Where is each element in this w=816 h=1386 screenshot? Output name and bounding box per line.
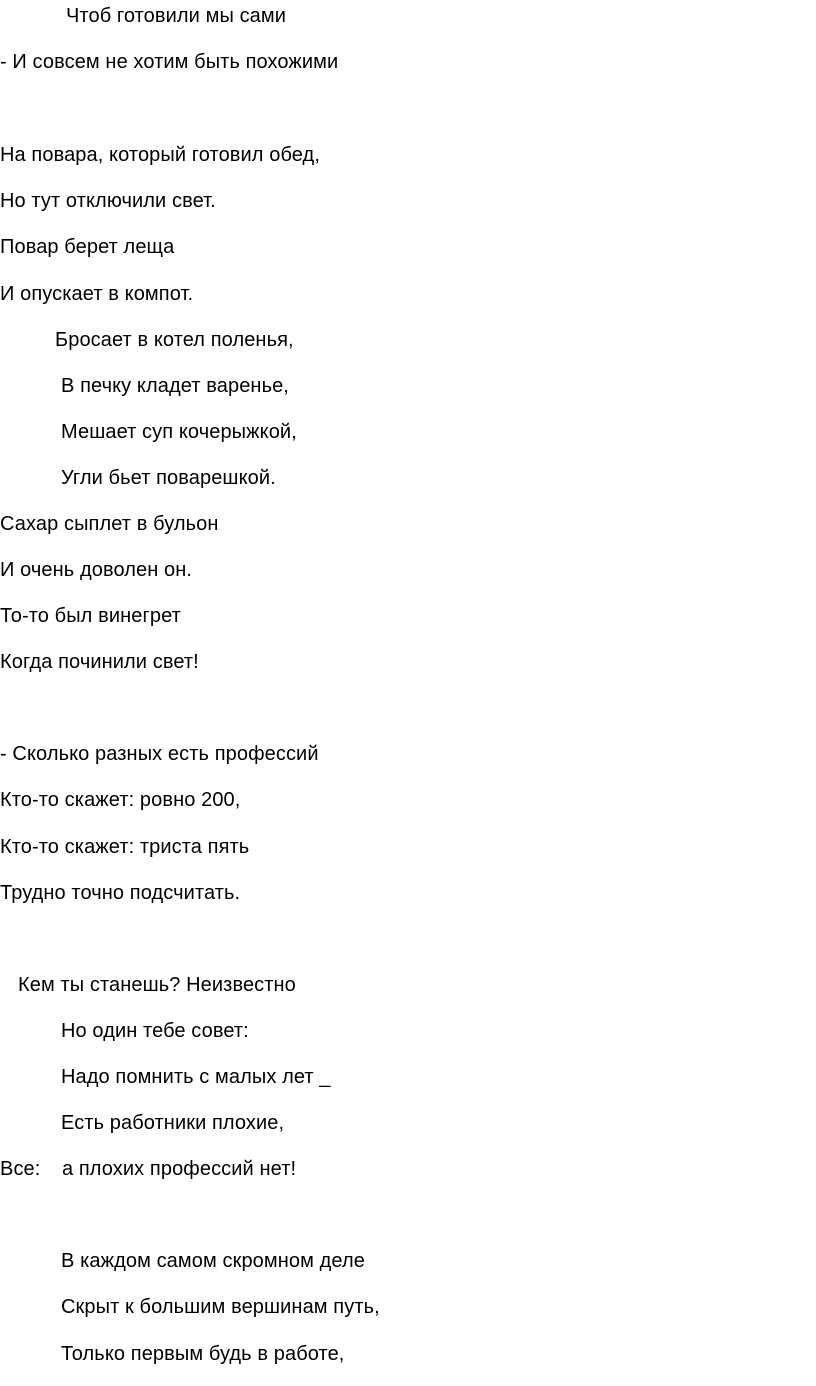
poem-line: Угли бьет поварешкой. [61,467,276,489]
poem-line: а плохих профессий нет! [62,1158,297,1180]
poem-line: Но один тебе совет: [61,1020,249,1042]
poem-line: Кто-то скажет: ровно 200, [0,789,241,811]
poem-line: Чтоб готовили мы сами [66,5,287,27]
poem-line: - И совсем не хотим быть похожими [0,51,339,73]
poem-line: И очень доволен он. [0,559,193,581]
poem-line: Бросает в котел поленья, [55,329,294,351]
poem-line: Скрыт к большим вершинам путь, [61,1296,380,1318]
poem-line: И опускает в компот. [0,283,194,305]
poem-line: Когда починили свет! [0,651,199,673]
poem-line: Трудно точно подсчитать. [0,882,241,904]
poem-line: Но тут отключили свет. [0,190,216,212]
poem-line: Кто-то скажет: триста пять [0,836,250,858]
poem-line: Надо помнить с малых лет _ [61,1066,331,1088]
poem-line: Мешает суп кочерыжкой, [61,421,297,443]
poem-line: Повар берет леща [0,236,175,258]
poem-line: То-то был винегрет [0,605,181,627]
poem-line: Сахар сыплет в бульон [0,513,219,535]
chorus-line [0,1157,296,1181]
poem-line: В каждом самом скромном деле [61,1250,365,1272]
poem-line: На повара, который готовил обед, [0,144,320,166]
speaker-label: Все: [0,1158,41,1180]
poem-line: Только первым будь в работе, [61,1343,345,1365]
poem-line: Есть работники плохие, [61,1112,285,1134]
poem-line: - Сколько разных есть профессий [0,743,319,765]
poem-line: Кем ты станешь? Неизвестно [18,974,296,996]
poem-line: В печку кладет варенье, [61,375,289,397]
